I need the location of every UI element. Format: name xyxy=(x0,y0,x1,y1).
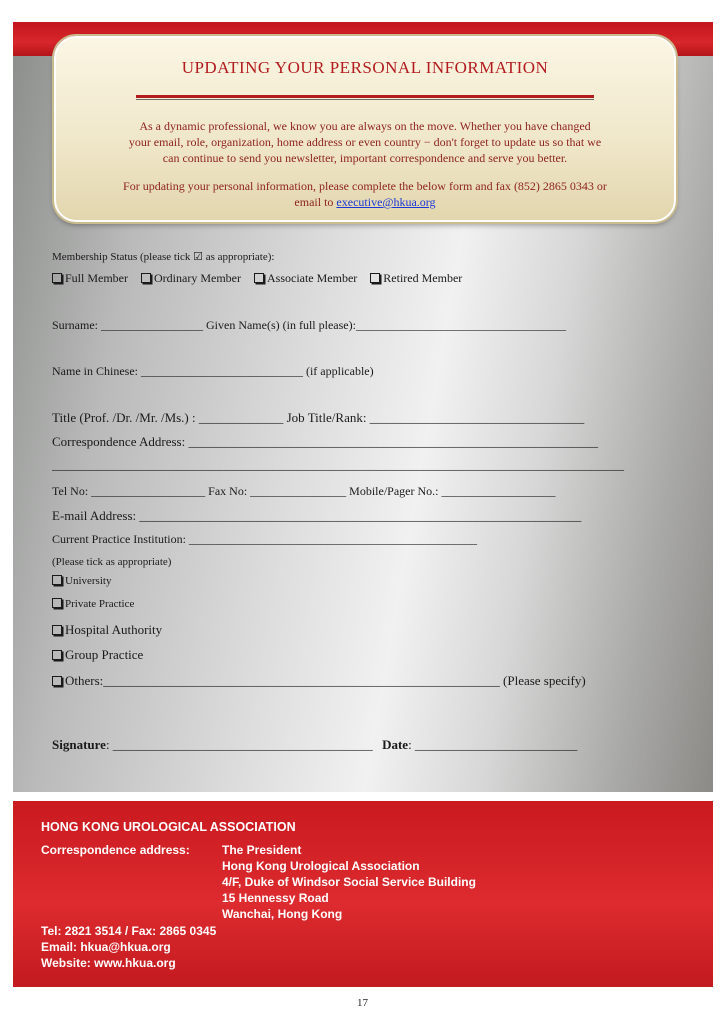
footer-email[interactable]: Email: hkua@hkua.org xyxy=(41,940,171,954)
institution-field[interactable]: Current Practice Institution: ________________________________________________ xyxy=(52,532,477,546)
checkbox-icon[interactable] xyxy=(52,598,62,608)
chinese-name-field[interactable]: Name in Chinese: ___________________________ (if applicable) xyxy=(52,364,374,378)
intro-line: your email, role, organization, home address or even country − don't forget to update us so that we xyxy=(128,135,602,149)
others-field[interactable]: Others:_____________________________________________________________ (Please specify) xyxy=(65,673,586,688)
address-line: Hong Kong Urological Association xyxy=(222,859,420,873)
practice-option-group[interactable] xyxy=(52,647,143,663)
intro-line: can continue to send you newsletter, important correspondence and serve you better. xyxy=(162,151,568,165)
option-label: Ordinary Member xyxy=(154,271,241,285)
title-rule-shadow xyxy=(136,99,594,100)
checkbox-icon[interactable] xyxy=(254,273,264,283)
email-field[interactable]: E-mail Address: ____________________________________________________________________ xyxy=(52,508,582,523)
option-label: Private Practice xyxy=(65,598,135,610)
date-field[interactable]: : _________________________ xyxy=(408,737,578,752)
practice-option-private[interactable] xyxy=(52,598,134,610)
practice-option-hospital[interactable] xyxy=(52,622,162,638)
signature-date-row xyxy=(52,737,577,753)
tel-fax-mobile-field[interactable]: Tel No: ___________________ Fax No: ________________ Mobile/Pager No.: ___________________ xyxy=(52,484,556,498)
fax-line-prefix: email to xyxy=(294,195,337,209)
checkbox-icon[interactable] xyxy=(52,273,62,283)
checkbox-icon[interactable] xyxy=(141,273,151,283)
address-line: 4/F, Duke of Windsor Social Service Building xyxy=(222,875,476,889)
address-line: The President xyxy=(222,843,302,857)
address-label: Correspondence address: xyxy=(41,843,190,857)
email-link[interactable]: executive@hkua.org xyxy=(336,195,436,209)
tick-note: (Please tick as appropriate) xyxy=(52,556,172,568)
intro-line: As a dynamic professional, we know you are always on the move. Whether you have changed xyxy=(139,119,591,133)
option-label: University xyxy=(65,575,112,587)
membership-option-associate[interactable] xyxy=(254,271,357,285)
intro-paragraph xyxy=(96,118,634,166)
address-field[interactable]: Correspondence Address: _______________________________________________________________ xyxy=(52,434,598,449)
checkbox-icon[interactable] xyxy=(52,650,62,660)
membership-option-ordinary[interactable] xyxy=(141,271,241,285)
checkbox-icon[interactable] xyxy=(52,575,62,585)
date-label: Date xyxy=(382,737,409,752)
option-label: Associate Member xyxy=(266,271,358,285)
option-label: Group Practice xyxy=(65,647,144,662)
signature-field[interactable]: : ________________________________________ xyxy=(105,737,373,752)
address-field-line2[interactable]: ________________________________________________________________________________________ xyxy=(52,457,624,472)
fax-paragraph xyxy=(86,178,644,210)
membership-label: Membership Status (please tick ☑ as appropriate): xyxy=(52,251,275,263)
panel-title: UPDATING YOUR PERSONAL INFORMATION xyxy=(181,58,549,77)
option-label: Hospital Authority xyxy=(65,622,163,637)
signature-label: Signature xyxy=(52,737,106,752)
org-name: HONG KONG UROLOGICAL ASSOCIATION xyxy=(41,820,296,834)
option-label: Full Member xyxy=(65,271,128,285)
address-line: Wanchai, Hong Kong xyxy=(222,907,343,921)
surname-field[interactable]: Surname: _________________ Given Name(s) (in full please):___________________________________ xyxy=(52,318,566,332)
checkbox-icon[interactable] xyxy=(52,676,62,686)
address-line: 15 Hennessy Road xyxy=(222,891,329,905)
membership-option-retired[interactable] xyxy=(370,271,462,285)
title-rule xyxy=(136,95,594,98)
footer-website[interactable]: Website: www.hkua.org xyxy=(41,956,176,970)
title-field[interactable]: Title (Prof. /Dr. /Mr. /Ms.) : _____________ Job Title/Rank: _________________________________ xyxy=(52,410,585,425)
checkbox-icon[interactable] xyxy=(52,625,62,635)
practice-option-others[interactable] xyxy=(52,673,586,689)
option-label: Retired Member xyxy=(383,271,463,285)
membership-option-full[interactable] xyxy=(52,271,128,285)
membership-options xyxy=(52,271,472,286)
info-panel xyxy=(54,36,676,222)
checkbox-icon[interactable] xyxy=(370,273,380,283)
practice-option-university[interactable] xyxy=(52,575,111,587)
tel-fax: Tel: 2821 3514 / Fax: 2865 0345 xyxy=(41,924,217,938)
page-number: 17 xyxy=(357,997,368,1009)
fax-line: For updating your personal information, please complete the below form and fax (852) 2865 0343 or xyxy=(123,179,607,193)
